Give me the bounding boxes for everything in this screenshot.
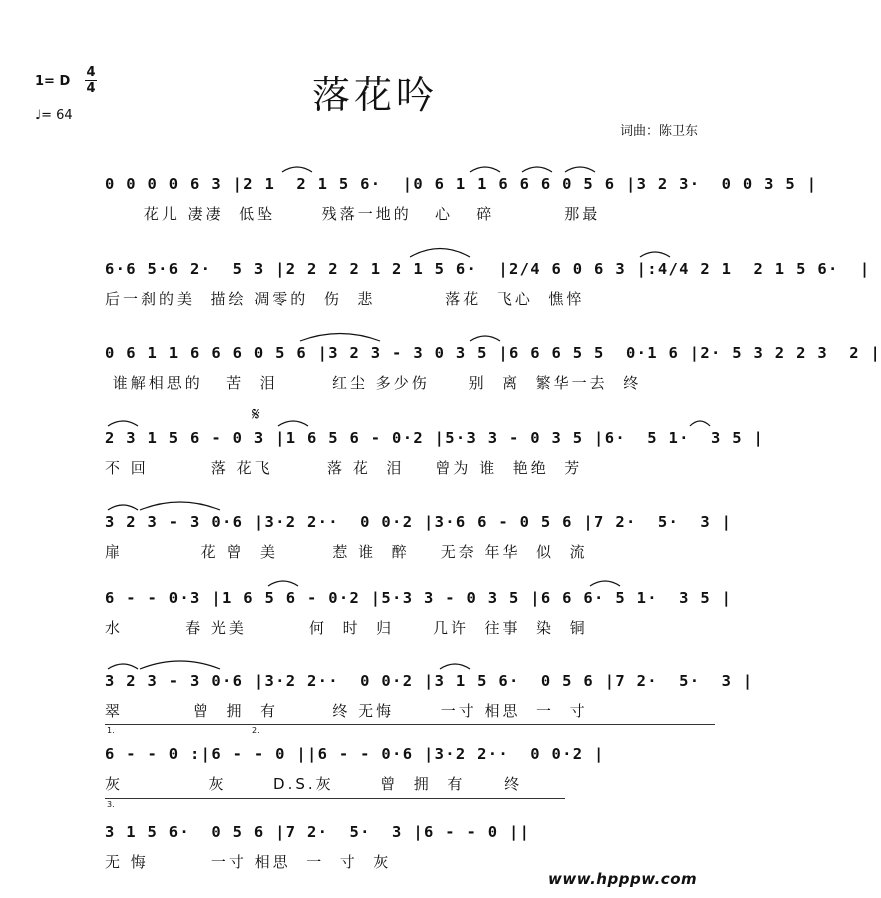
segno-sign: 𝄋: [252, 404, 260, 425]
notation-line-9: 3 1 5 6· 0 5 6 |7 2· 5· 3 |6 - - 0 ||: [105, 823, 531, 841]
ending-label-1: 1.: [107, 726, 115, 735]
lyrics-line-5: 扉 花 曾 美 惹 谁 醉 无奈 年华 似 流: [105, 543, 588, 561]
notation-line-1: 0 0 0 0 6 3 |2 1 2 1 5 6· |0 6 1 1 6 6 6 0 5 6 |3 2 3· 0 0 3 5 |: [105, 175, 818, 193]
slur: [640, 252, 670, 257]
slur: [278, 421, 308, 426]
notation-line-3: 0 6 1 1 6 6 6 0 5 6 |3 2 3 - 3 0 3 5 |6 6 6 5 5 0·1 6 |2· 5 3 2 2 3 2 |: [105, 344, 881, 362]
lyrics-line-8: 灰 灰 D.S.灰 曾 拥 有 终: [105, 775, 523, 793]
slur: [282, 167, 312, 172]
lyrics-line-3: 谁解相思的 苦 泪 红尘 多少伤 别 离 繁华一去 终: [105, 374, 642, 392]
slur: [522, 167, 552, 172]
slur: [440, 664, 470, 669]
notation-line-5: 3 2 3 - 3 0·6 |3·2 2·· 0 0·2 |3·6 6 - 0 5 6 |7 2· 5· 3 |: [105, 513, 733, 531]
slur: [108, 421, 138, 426]
slur: [410, 249, 470, 258]
slur: [140, 502, 220, 510]
notation-line-8: 6 - - 0 :|6 - - 0 ||6 - - 0·6 |3·2 2·· 0 0·2 |: [105, 745, 605, 763]
composer-credit: 词曲：陈卫东: [620, 124, 699, 139]
notation-line-4: 2 3 1 5 6 - 0 3 |1 6 5 6 - 0·2 |5·3 3 - 0 3 5 |6· 5 1· 3 5 |: [105, 429, 765, 447]
watermark: www.hpppw.com: [548, 870, 698, 888]
ending-label-2: 2.: [252, 726, 260, 735]
slur: [590, 581, 620, 586]
key-signature: 1= D: [35, 74, 71, 89]
notation-line-7: 3 2 3 - 3 0·6 |3·2 2·· 0 0·2 |3 1 5 6· 0 5 6 |7 2· 5· 3 |: [105, 672, 754, 690]
lyrics-line-7: 翠 曾 拥 有 终 无悔 一寸 相思 一 寸: [105, 702, 588, 720]
lyrics-line-9: 无 悔 一寸 相思 一 寸 灰: [105, 853, 392, 871]
notation-line-2: 6·6 5·6 2· 5 3 |2 2 2 2 1 2 1 5 6· |2/4 6 0 6 3 |:4/4 2 1 2 1 5 6· |: [105, 260, 871, 278]
page-title: 落花吟: [311, 73, 438, 117]
lyrics-line-1: 花儿 凄凄 低坠 残落一地的 心 碎 那最: [105, 205, 601, 223]
slur: [565, 167, 595, 172]
tempo-marking: ♩= 64: [35, 108, 73, 123]
slur: [108, 505, 138, 510]
slur: [268, 581, 298, 586]
lyrics-line-6: 水 春 光美 何 时 归 几许 往事 染 铜: [105, 619, 588, 637]
slur: [108, 664, 138, 669]
slur: [300, 334, 380, 342]
lyrics-line-4: 不 回 落 花飞 落 花 泪 曾为 谁 艳绝 芳: [105, 459, 583, 477]
ending-label-3: 3.: [107, 800, 115, 809]
lyrics-line-2: 后一刹的美 描绘 凋零的 伤 悲 落花 飞心 憔悴: [105, 290, 585, 308]
slur: [470, 336, 500, 341]
time-signature-top: 4: [86, 65, 96, 80]
notation-line-6: 6 - - 0·3 |1 6 5 6 - 0·2 |5·3 3 - 0 3 5 |6 6 6· 5 1· 3 5 |: [105, 589, 733, 607]
slur: [140, 661, 220, 669]
slur: [470, 167, 500, 172]
slur: [690, 421, 710, 426]
time-signature-bottom: 4: [86, 81, 96, 96]
